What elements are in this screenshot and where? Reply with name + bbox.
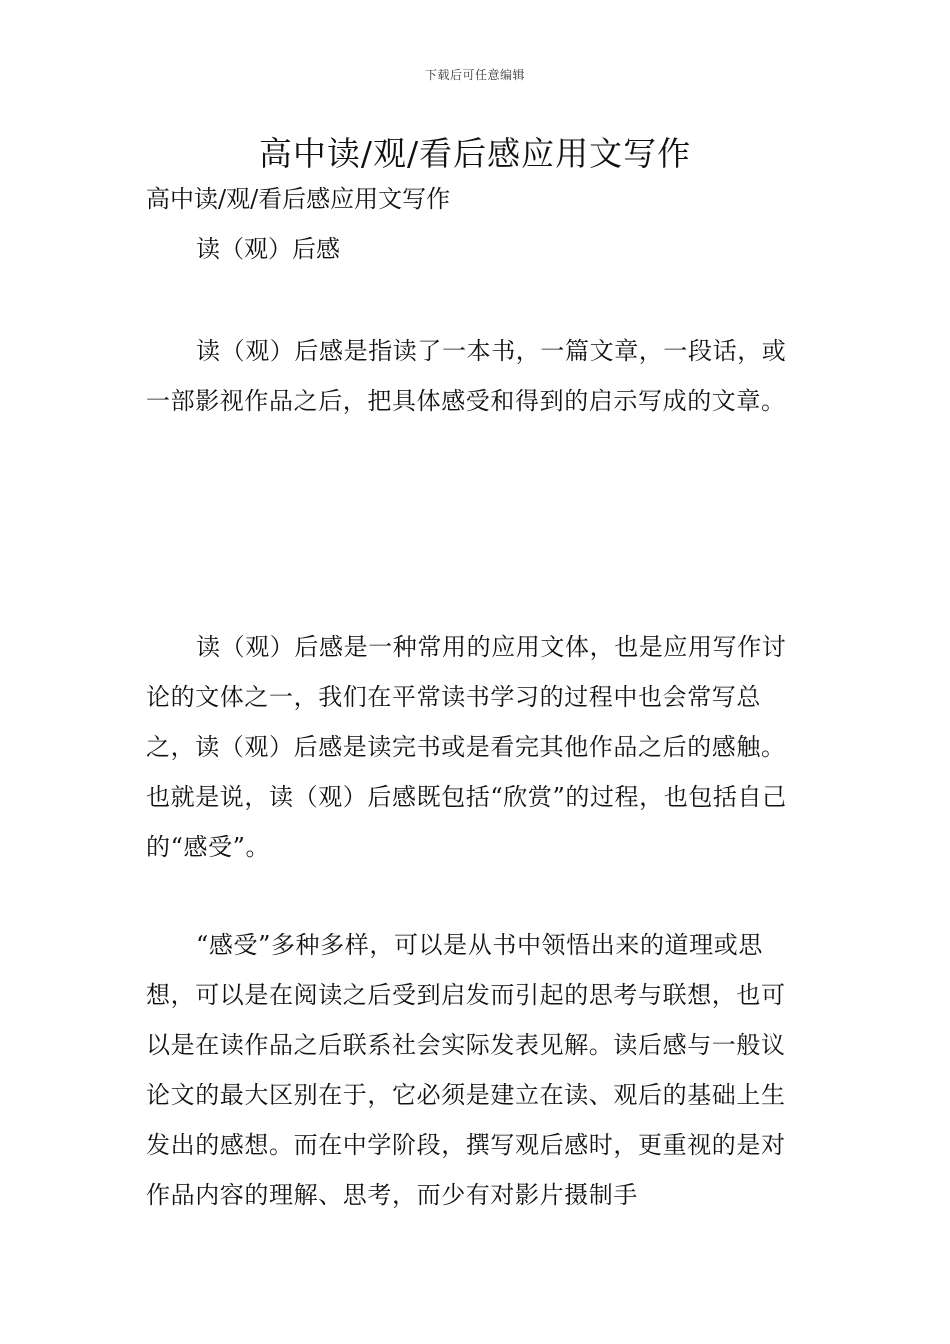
header-note: 下载后可任意编辑 <box>424 68 525 82</box>
paragraph-genre: 读（观）后感是一种常用的应用文体，也是应用写作讨论的文体之一，我们在平常读书学习的过程中也会常写总之，读（观）后感是读完书或是看完其他作品之后的感触。也就是说，读（观）后感既包括“欣赏”的过程，也包括自己的“感受”。 <box>146 633 787 861</box>
paragraph-definition: 读（观）后感是指读了一本书，一篇文章，一段话，或一部影视作品之后，把具体感受和得到的启示写成的文章。 <box>146 337 787 415</box>
paragraph-feelings: “感受”多种多样，可以是从书中领悟出来的道理或思想，可以是在阅读之后受到启发而引起的思考与联想，也可以是在读作品之后联系社会实际发表见解。读后感与一般议论文的最大区别在于，它必须是建立在读、观后的基础上生发出的感想。而在中学阶段，撰写观后感时，更重视的是对作品内容的理解、思考，而少有对影片摄制手 <box>146 931 786 1209</box>
document-title: 高中读/观/看后感应用文写作 <box>258 134 692 173</box>
section-heading: 读（观）后感 <box>196 235 340 263</box>
document-subtitle: 高中读/观/看后感应用文写作 <box>146 185 451 213</box>
